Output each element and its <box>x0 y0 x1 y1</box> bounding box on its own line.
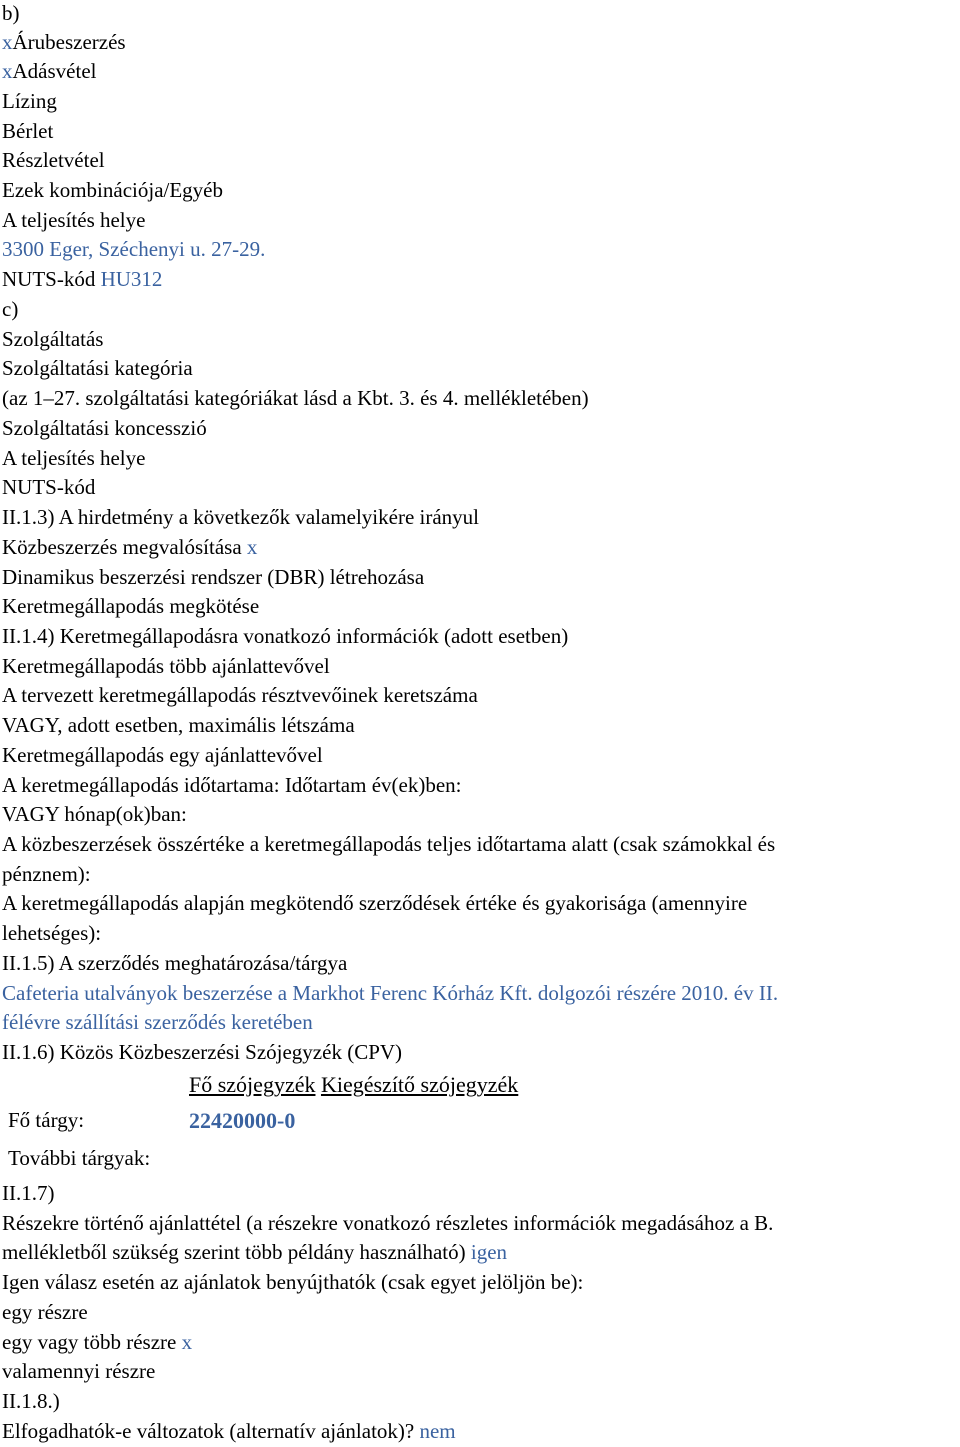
filled-value: x <box>2 30 13 54</box>
filled-value: Cafeteria utalványok beszerzése a Markhot Ferenc Kórház Kft. dolgozói részére 2010. év II. <box>2 981 779 1005</box>
text-line <box>2 564 424 590</box>
text-segment: II.1.8.) <box>2 1389 60 1413</box>
text-line <box>2 801 187 827</box>
text-line <box>2 1039 402 1065</box>
text-line <box>2 266 162 292</box>
text-line <box>2 326 103 352</box>
text-segment: Elfogadhatók-e változatok (alternatív ajánlatok)? <box>2 1419 420 1443</box>
text-segment: Ezek kombinációja/Egyéb <box>2 178 224 202</box>
filled-value: félévre szállítási szerződés keretében <box>2 1010 313 1034</box>
text-segment: NUTS-kód <box>2 267 101 291</box>
text-line <box>2 623 568 649</box>
text-segment: Dinamikus beszerzési rendszer (DBR) létrehozása <box>2 565 425 589</box>
cpv-main-vocabulary-heading: Fő szójegyzék <box>189 1072 316 1097</box>
text-line <box>2 207 145 233</box>
text-segment: A keretmegállapodás időtartama: Időtartam év(ek)ben: <box>2 773 462 797</box>
text-segment: Lízing <box>2 89 57 113</box>
text-line <box>2 385 589 411</box>
text-line <box>2 593 259 619</box>
text-line <box>2 1180 54 1206</box>
text-segment: A közbeszerzések összértéke a keretmegállapodás teljes időtartama alatt (csak számokkal és <box>2 832 776 856</box>
text-line <box>2 1329 192 1355</box>
text-line <box>2 0 20 26</box>
text-line <box>2 861 91 887</box>
text-segment: mellékletből szükség szerint több példány használható) <box>2 1240 471 1264</box>
text-segment: pénznem): <box>2 862 91 886</box>
text-segment: Keretmegállapodás egy ajánlattevővel <box>2 743 323 767</box>
filled-value: x <box>2 59 13 83</box>
text-line <box>2 1269 583 1295</box>
filled-value: x <box>181 1330 193 1354</box>
filled-value: HU312 <box>100 267 163 291</box>
text-segment: Részletvétel <box>2 148 105 172</box>
text-segment: A teljesítés helye <box>2 446 146 470</box>
text-line <box>2 296 18 322</box>
text-segment: II.1.6) Közös Közbeszerzési Szójegyzék (CPV) <box>2 1040 403 1064</box>
text-segment: Szolgáltatási koncesszió <box>2 416 207 440</box>
cpv-supplementary-vocabulary-heading: Kiegészítő szójegyzék <box>320 1072 519 1097</box>
text-line <box>2 1239 507 1265</box>
text-segment: VAGY hónap(ok)ban: <box>2 802 187 826</box>
text-segment: Igen válasz esetén az ajánlatok benyújthatók (csak egyet jelöljön be): <box>2 1270 584 1294</box>
cpv-table-header <box>189 1072 518 1098</box>
text-segment: NUTS-kód <box>2 475 96 499</box>
text-line <box>2 474 95 500</box>
text-line <box>2 742 323 768</box>
filled-value: 3300 Eger, Széchenyi u. 27-29. <box>2 237 266 261</box>
text-segment: Árubeszerzés <box>12 30 126 54</box>
text-line <box>2 920 101 946</box>
text-segment: Keretmegállapodás megkötése <box>2 594 260 618</box>
text-line <box>2 831 775 857</box>
text-line <box>2 980 778 1006</box>
text-segment: II.1.5) A szerződés meghatározása/tárgya <box>2 951 348 975</box>
text-line <box>2 88 57 114</box>
text-segment: Szolgáltatás <box>2 327 104 351</box>
text-line <box>2 534 257 560</box>
text-segment: (az 1–27. szolgáltatási kategóriákat lásd a Kbt. 3. és 4. mellékletében) <box>2 386 589 410</box>
text-segment: VAGY, adott esetben, maximális létszáma <box>2 713 355 737</box>
text-segment: A keretmegállapodás alapján megkötendő szerződések értéke és gyakorisága (amennyire <box>2 891 748 915</box>
text-line <box>2 1009 313 1035</box>
text-line <box>2 504 479 530</box>
text-line <box>2 1210 773 1236</box>
text-line <box>2 1358 155 1384</box>
text-segment: A tervezett keretmegállapodás résztvevőinek keretszáma <box>2 683 478 707</box>
text-segment: II.1.7) <box>2 1181 55 1205</box>
text-segment: A teljesítés helye <box>2 208 146 232</box>
cpv-other-subjects-label: További tárgyak: <box>8 1146 151 1170</box>
filled-value: nem <box>419 1419 456 1443</box>
cpv-main-subject-label: Fő tárgy: <box>8 1108 85 1132</box>
text-line <box>2 890 747 916</box>
text-segment: II.1.4) Keretmegállapodásra vonatkozó információk (adott esetben) <box>2 624 569 648</box>
text-segment: c) <box>2 297 19 321</box>
filled-value: x <box>246 535 258 559</box>
text-line <box>2 236 265 262</box>
text-segment: Keretmegállapodás több ajánlattevővel <box>2 654 330 678</box>
text-segment: II.1.3) A hirdetmény a következők valamelyikére irányul <box>2 505 480 529</box>
text-line <box>2 147 105 173</box>
text-segment: Részekre történő ajánlattétel (a részekre vonatkozó részletes információk megadásához a B. <box>2 1211 774 1235</box>
text-line <box>2 682 478 708</box>
text-line <box>2 950 347 976</box>
text-segment: Közbeszerzés megvalósítása <box>2 535 247 559</box>
text-line <box>2 1299 88 1325</box>
text-segment: lehetséges): <box>2 921 102 945</box>
text-line <box>2 415 207 441</box>
text-segment: valamennyi részre <box>2 1359 156 1383</box>
text-line <box>2 1418 456 1444</box>
text-segment: egy vagy több részre <box>2 1330 182 1354</box>
text-line <box>2 1388 60 1414</box>
text-line <box>2 653 330 679</box>
text-line <box>2 445 145 471</box>
text-segment: egy részre <box>2 1300 88 1324</box>
text-line <box>2 118 53 144</box>
text-segment: Bérlet <box>2 119 54 143</box>
text-line <box>2 58 96 84</box>
text-line <box>2 712 355 738</box>
text-line <box>2 355 193 381</box>
text-segment: Adásvétel <box>12 59 97 83</box>
text-line <box>2 29 126 55</box>
text-segment: Szolgáltatási kategória <box>2 356 193 380</box>
text-line <box>2 177 223 203</box>
text-segment: b) <box>2 1 20 25</box>
filled-value: igen <box>470 1240 508 1264</box>
cpv-main-subject-code: 22420000-0 <box>189 1108 296 1133</box>
text-line <box>2 772 461 798</box>
